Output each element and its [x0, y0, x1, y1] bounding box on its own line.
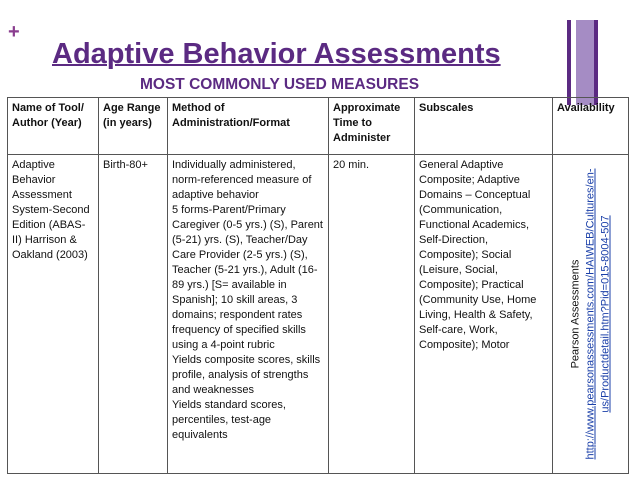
accent-bar-middle — [576, 20, 594, 105]
availability-publisher: Pearson Assessments — [569, 259, 581, 369]
cell-time: 20 min. — [329, 155, 415, 474]
cell-method — [168, 155, 329, 474]
plus-icon: + — [8, 21, 20, 43]
slide-subtitle: MOST COMMONLY USED MEASURES — [140, 76, 420, 93]
accent-bar-left — [567, 20, 571, 105]
header-age-range: Age Range (in years) — [99, 98, 168, 155]
header-subscales: Subscales — [415, 98, 553, 155]
accent-bar-right — [594, 20, 598, 105]
cell-availability — [553, 155, 629, 474]
measures-table — [7, 97, 629, 474]
header-method: Method of Administration/Format — [168, 98, 329, 155]
table-header-row — [8, 98, 629, 155]
table-row — [8, 155, 629, 474]
cell-age-range: Birth-80+ — [99, 155, 168, 474]
method-line: 5 forms-Parent/Primary Caregiver (0-5 yrs.) (S), Parent (5-21) yrs. (S), Teacher/Day Care Provider (2-5 yrs.) (S), Teacher (5-21 yrs.), Adult (16-89 yrs.) [S= available in Spanish]; 10 skill areas, 3 domains; respondent rates frequency of specified skills using a 4-point rubric — [172, 204, 323, 351]
cell-tool-name: Adaptive Behavior Assessment System-Second Edition (ABAS-II) Harrison & Oakland (2003) — [8, 155, 99, 474]
measures-table-container — [7, 97, 628, 478]
method-line: Yields composite scores, skills profile, analysis of strengths and weaknesses — [172, 354, 321, 396]
header-name-of-tool: Name of Tool/ Author (Year) — [8, 98, 99, 155]
slide-title: Adaptive Behavior Assessments — [52, 38, 501, 70]
availability-link[interactable]: http://www.pearsonassessments.com/HAIWEB/Cultures/en-us/Productdetail.htm?Pid=015-8004-507 — [584, 168, 611, 460]
method-line: Yields standard scores, percentiles, test-age equivalents — [172, 399, 286, 441]
method-line: Individually administered, norm-referenced measure of adaptive behavior — [172, 159, 312, 201]
header-availability: Availability — [553, 98, 629, 155]
header-time: Approximate Time to Administer — [329, 98, 415, 155]
cell-subscales: General Adaptive Composite; Adaptive Domains – Conceptual (Communication, Functional Academics, Self-Direction, Composite); Social (Leisure, Social, Composite); Practical (Community Use, Home Living, Health & Safety, Self-care, Work, Composite); Motor — [415, 155, 553, 474]
availability-rotated-text — [568, 164, 613, 464]
